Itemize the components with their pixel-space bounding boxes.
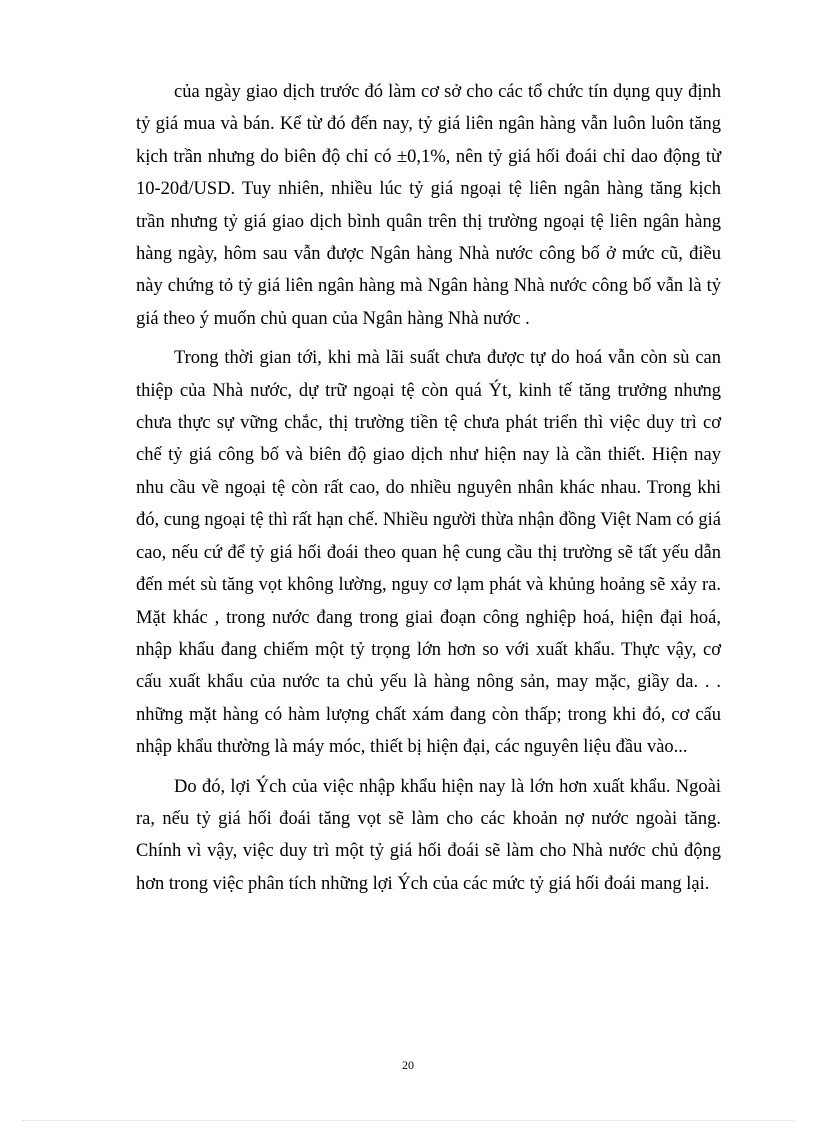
paragraph-3: Do đó, lợi Ých của việc nhập khẩu hiện nay là lớn hơn xuất khẩu. Ngoài ra, nếu tỷ giá hối đoái tăng vọt sẽ làm cho các khoản nợ nước ngoài tăng. Chính vì vậy, việc duy trì một tỷ giá hối đoái sẽ làm cho Nhà nước chủ động hơn trong việc phân tích những lợi Ých của các mức tỷ giá hối đoái mang lại. bbox=[136, 776, 721, 894]
page-number: 20 bbox=[402, 1058, 414, 1072]
body-text bbox=[136, 76, 721, 900]
paragraph-2: Trong thời gian tới, khi mà lãi suất chưa được tự do hoá vẫn còn sù can thiệp của Nhà nước, dự trữ ngoại tệ còn quá Ýt, kinh tế tăng trưởng nhưng chưa thực sự vững chắc, thị trường tiền tệ chưa phát triển thì việc duy trì cơ chế tỷ giá công bố và biên độ giao dịch như hiện nay là cần thiết. Hiện nay nhu cầu về ngoại tệ còn rất cao, do nhiều nguyên nhân khác nhau. Trong khi đó, cung ngoại tệ thì rất hạn chế. Nhiều người thừa nhận đồng Việt Nam có giá cao, nếu cứ để tỷ giá hối đoái theo quan hệ cung cầu thị trường sẽ tất yếu dẫn đến mét sù tăng vọt không lường, nguy cơ lạm phát và khủng hoảng sẽ xảy ra. Mặt khác , trong nước đang trong giai đoạn công nghiệp hoá, hiện đại hoá, nhập khẩu đang chiếm một tỷ trọng lớn hơn so với xuất khẩu. Thực vậy, cơ cấu xuất khẩu của nước ta chủ yếu là hàng nông sản, may mặc, giầy da. . . những mặt hàng có hàm lượng chất xám đang còn thấp; trong khi đó, cơ cấu nhập khẩu thường là máy móc, thiết bị hiện đại, các nguyên liệu đầu vào... bbox=[136, 348, 721, 758]
paragraph-1: của ngày giao dịch trước đó làm cơ sở cho các tổ chức tín dụng quy định tỷ giá mua và bán. Kể từ đó đến nay, tỷ giá liên ngân hàng vẫn luôn luôn tăng kịch trần nhưng do biên độ chỉ có ±0,1%, nên tỷ giá hối đoái chỉ dao động từ 10-20đ/USD. Tuy nhiên, nhiều lúc tỷ giá ngoại tệ liên ngân hàng tăng kịch trần nhưng tỷ giá giao dịch bình quân trên thị trường ngoại tệ liên ngân hàng hàng ngày, hôm sau vẫn được Ngân hàng Nhà nước công bố ở mức cũ, điều này chứng tỏ tỷ giá liên ngân hàng mà Ngân hàng Nhà nước công bố vẫn là tỷ giá theo ý muốn chủ quan của Ngân hàng Nhà nước . bbox=[136, 82, 721, 329]
page-bottom-edge bbox=[22, 1120, 794, 1121]
